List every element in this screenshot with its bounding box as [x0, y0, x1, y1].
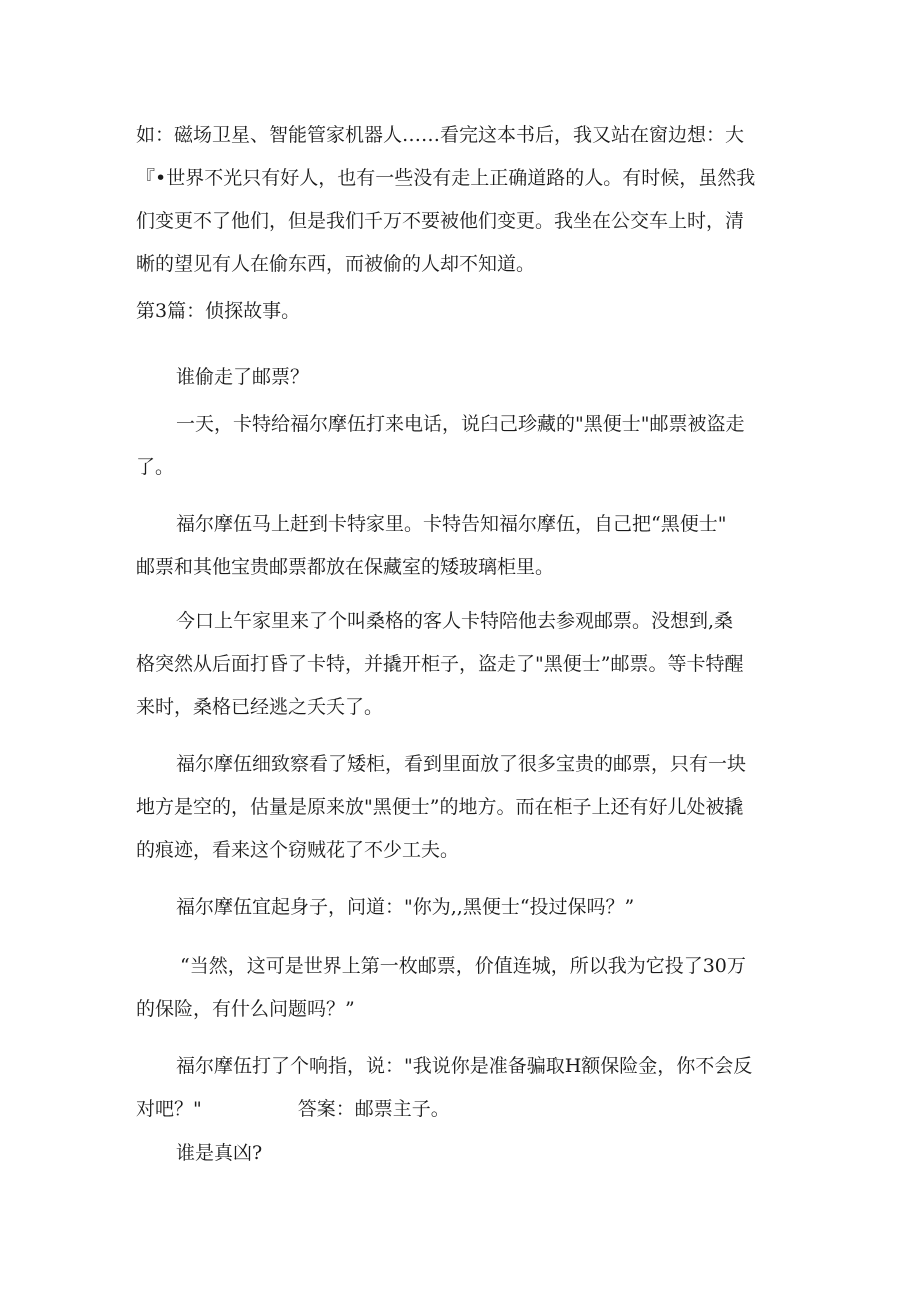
paragraph	[136, 600, 796, 729]
text-line: 福尔摩伍马上赶到卡特家里。卡特告知福尔摩伍，自己把“黑便士"	[176, 513, 727, 535]
text-line: 福尔摩伍打了个响指，说："我说你是准备骗取H额保险金，你不会反	[176, 1055, 753, 1077]
text-fragment: 对吧？"	[136, 1098, 202, 1120]
text-line: 今口上午家里来了个叫桑格的客人卡特陪他去参观邮票。没想到,桑	[176, 610, 734, 632]
text-line: 福尔摩伍细致察看了矮柜，看到里面放了很多宝贵的邮票，只有一块	[176, 753, 747, 775]
story-title-text: 谁是真凶?	[176, 1142, 263, 1164]
story-title	[136, 356, 836, 399]
story-title	[136, 1132, 836, 1175]
text-line: 格突然从后面打昏了卡特，并撬开柜子，盗走了"黑便士”邮票。等卡特醒	[136, 653, 744, 675]
story-title-text: 谁偷走了邮票？	[176, 366, 310, 388]
paragraph	[136, 886, 796, 929]
text-line: 福尔摩伍宜起身子，问道："你为,,黑便士“投过保吗？”	[176, 896, 635, 918]
paragraph	[136, 945, 796, 1031]
text-line: “当然，这可是世界上第一枚邮票，价值连城，所以我为它投了30万	[180, 955, 746, 977]
text-line: 如：磁场卫星、智能管家机器人……看完这本书后，我又站在窗边想：大	[136, 124, 745, 146]
text-line: 『•世界不光只有好人，也有一些没有走上正确道路的人。有时候，虽然我	[136, 167, 756, 189]
text-line: 来时，桑格已经逃之夭夭了。	[136, 696, 384, 718]
paragraph	[136, 1045, 796, 1131]
paragraph	[136, 503, 796, 589]
text-line: 的痕迹，看来这个窃贼花了不少工夫。	[136, 839, 460, 861]
text-line: 一天，卡特给福尔摩伍打来电话，说臼己珍藏的"黑便士"邮票被盗走	[176, 413, 745, 435]
chapter-heading	[136, 290, 796, 333]
chapter-heading-text: 第3篇：侦探故事。	[136, 300, 301, 322]
text-line	[136, 1088, 796, 1131]
text-line: 们变更不了他们，但是我们千万不要被他们变更。我坐在公交车上时，清	[136, 210, 745, 232]
paragraph-intro	[136, 114, 796, 286]
text-line: 地方是空的，估量是原来放"黑便士”的地方。而在柜子上还有好儿处被撬	[136, 796, 744, 818]
text-line: 晰的望见有人在偷东西，而被偷的人却不知道。	[136, 253, 536, 275]
text-line: 的保险，有什么问题吗？”	[136, 998, 355, 1020]
paragraph	[136, 403, 796, 489]
paragraph	[136, 743, 796, 872]
text-line: 了。	[136, 456, 175, 478]
text-line: 邮票和其他宝贵邮票都放在保藏室的矮玻璃柜里。	[136, 556, 555, 578]
answer-text: 答案：邮票主子。	[297, 1098, 450, 1120]
